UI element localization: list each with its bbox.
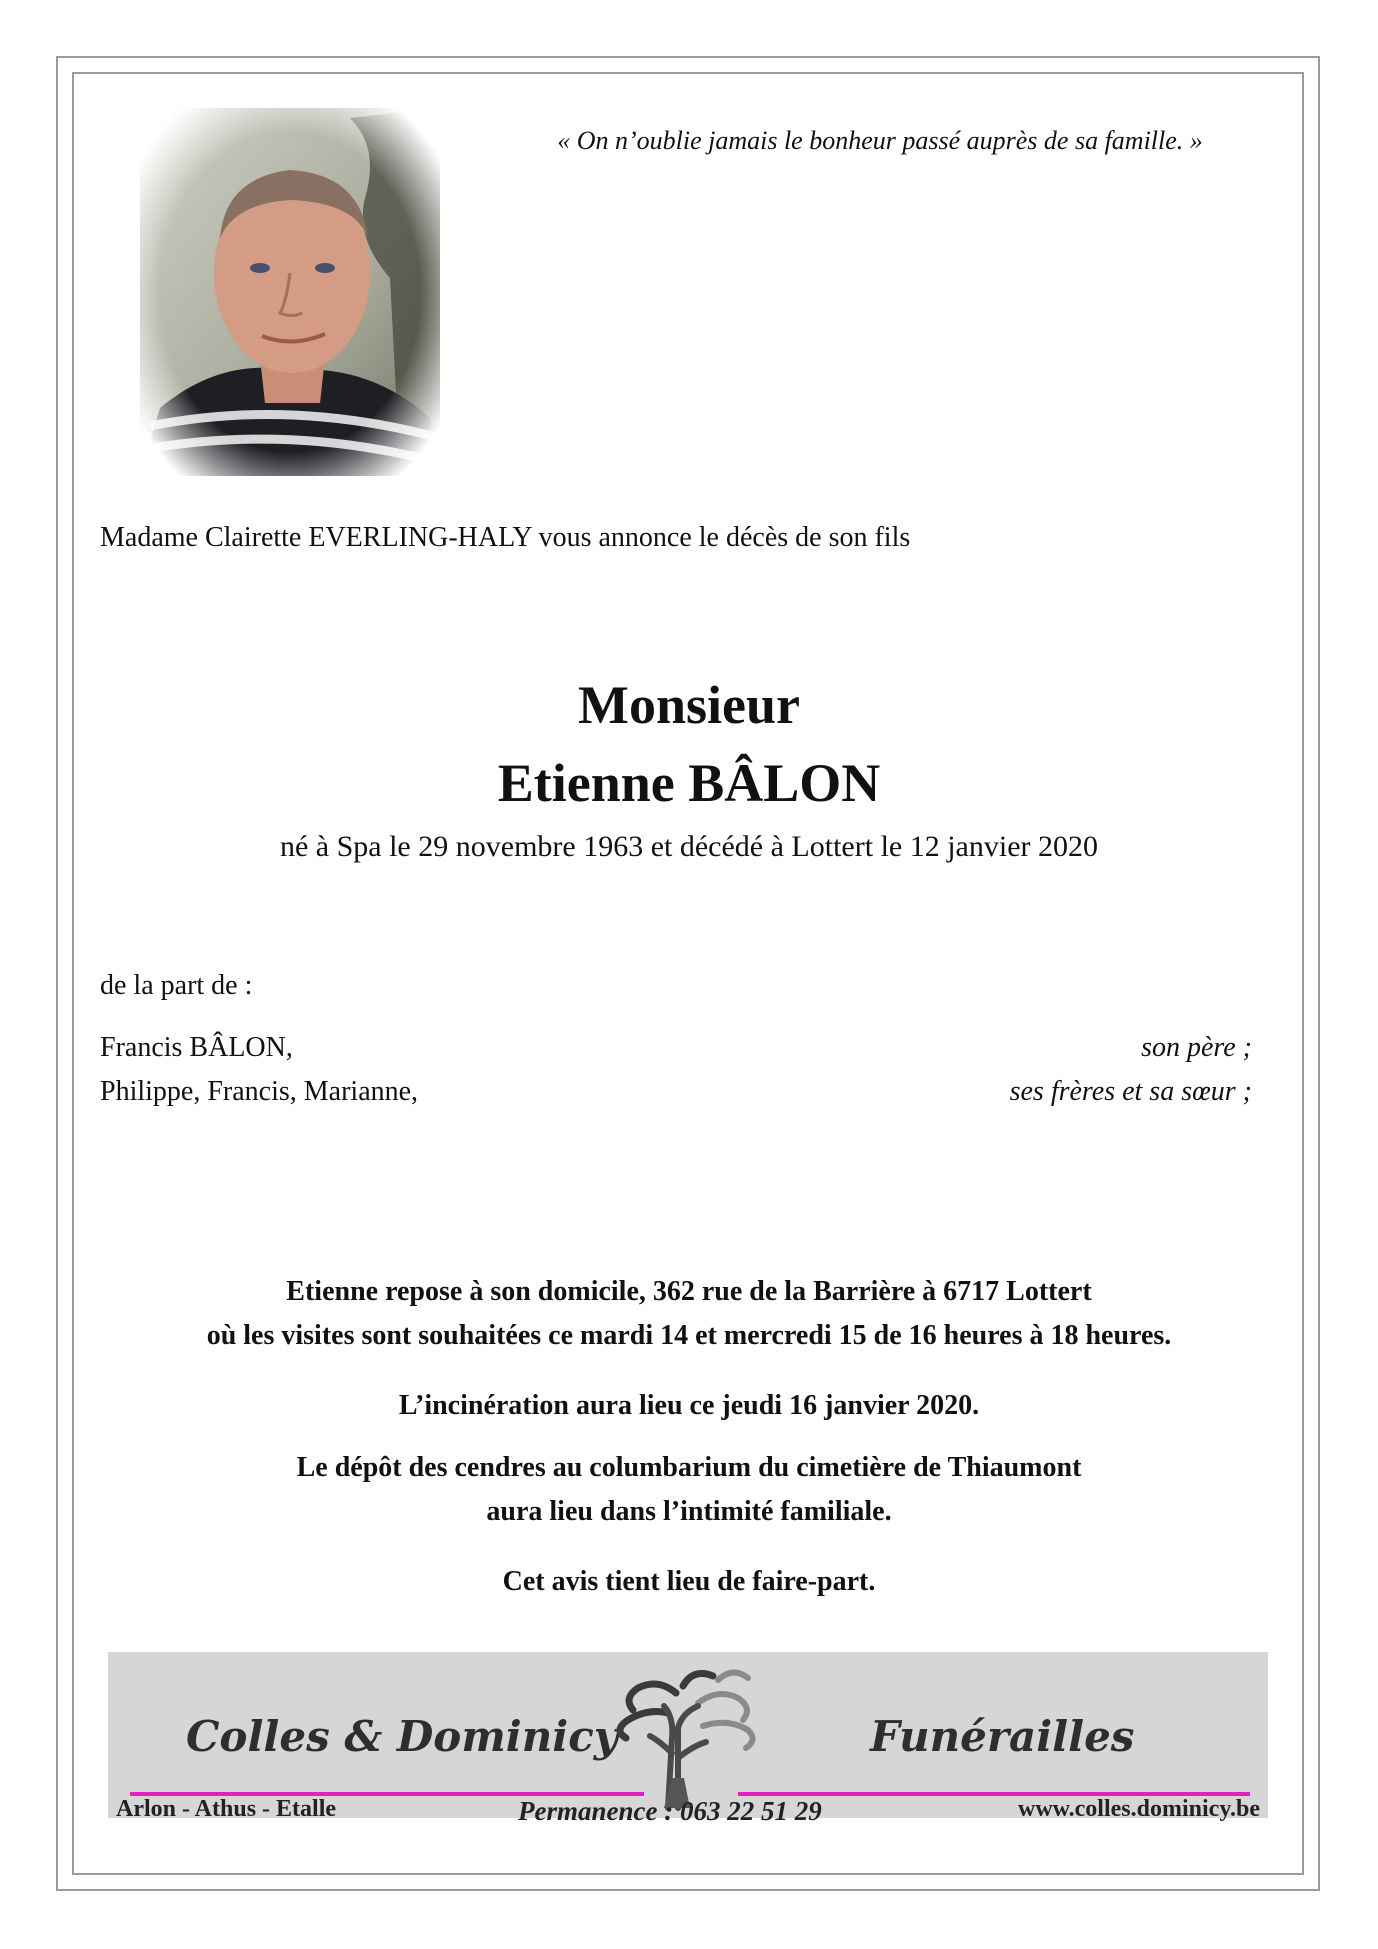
relative-name: Philippe, Francis, Marianne, bbox=[100, 1076, 419, 1107]
info-line: L’incinération aura lieu ce jeudi 16 janvier 2020. bbox=[398, 1390, 980, 1421]
funeral-home-banner bbox=[108, 1652, 1268, 1826]
relative-row bbox=[100, 1032, 1252, 1064]
info-line: Le dépôt des cendres au columbarium du cimetière de Thiaumont bbox=[296, 1452, 1082, 1483]
relative-relation: ses frères et sa sœur ; bbox=[1009, 1076, 1252, 1107]
info-line: aura lieu dans l’intimité familiale. bbox=[486, 1496, 892, 1527]
website-link[interactable]: www.colles.dominicy.be bbox=[1017, 1796, 1260, 1822]
from-label: de la part de : bbox=[100, 970, 253, 1001]
relative-row bbox=[100, 1076, 1252, 1108]
deceased-name: Etienne BÂLON bbox=[497, 753, 881, 813]
cities-text: Arlon - Athus - Etalle bbox=[116, 1796, 337, 1822]
phone-number: Permanence : 063 22 51 29 bbox=[518, 1796, 822, 1826]
info-line: Cet avis tient lieu de faire-part. bbox=[502, 1566, 876, 1597]
funeral-home-name: Colles & Dominicy bbox=[186, 1712, 619, 1761]
announcement-text: Madame Clairette EVERLING-HALY vous annonce le décès de son fils bbox=[100, 522, 911, 553]
relative-relation: son père ; bbox=[1141, 1032, 1252, 1063]
title-honorific: Monsieur bbox=[578, 675, 800, 735]
birth-death-line: né à Spa le 29 novembre 1963 et décédé à Lottert le 12 janvier 2020 bbox=[279, 830, 1099, 863]
relative-name: Francis BÂLON, bbox=[100, 1032, 293, 1063]
info-line: Etienne repose à son domicile, 362 rue de la Barrière à 6717 Lottert bbox=[286, 1276, 1092, 1307]
quote-text: « On n’oublie jamais le bonheur passé auprès de sa famille. » bbox=[557, 126, 1203, 155]
funeral-home-tagline: Funérailles bbox=[870, 1712, 1135, 1761]
portrait-photo bbox=[140, 108, 440, 476]
info-line: où les visites sont souhaitées ce mardi 14 et mercredi 15 de 16 heures à 18 heures. bbox=[206, 1320, 1172, 1351]
